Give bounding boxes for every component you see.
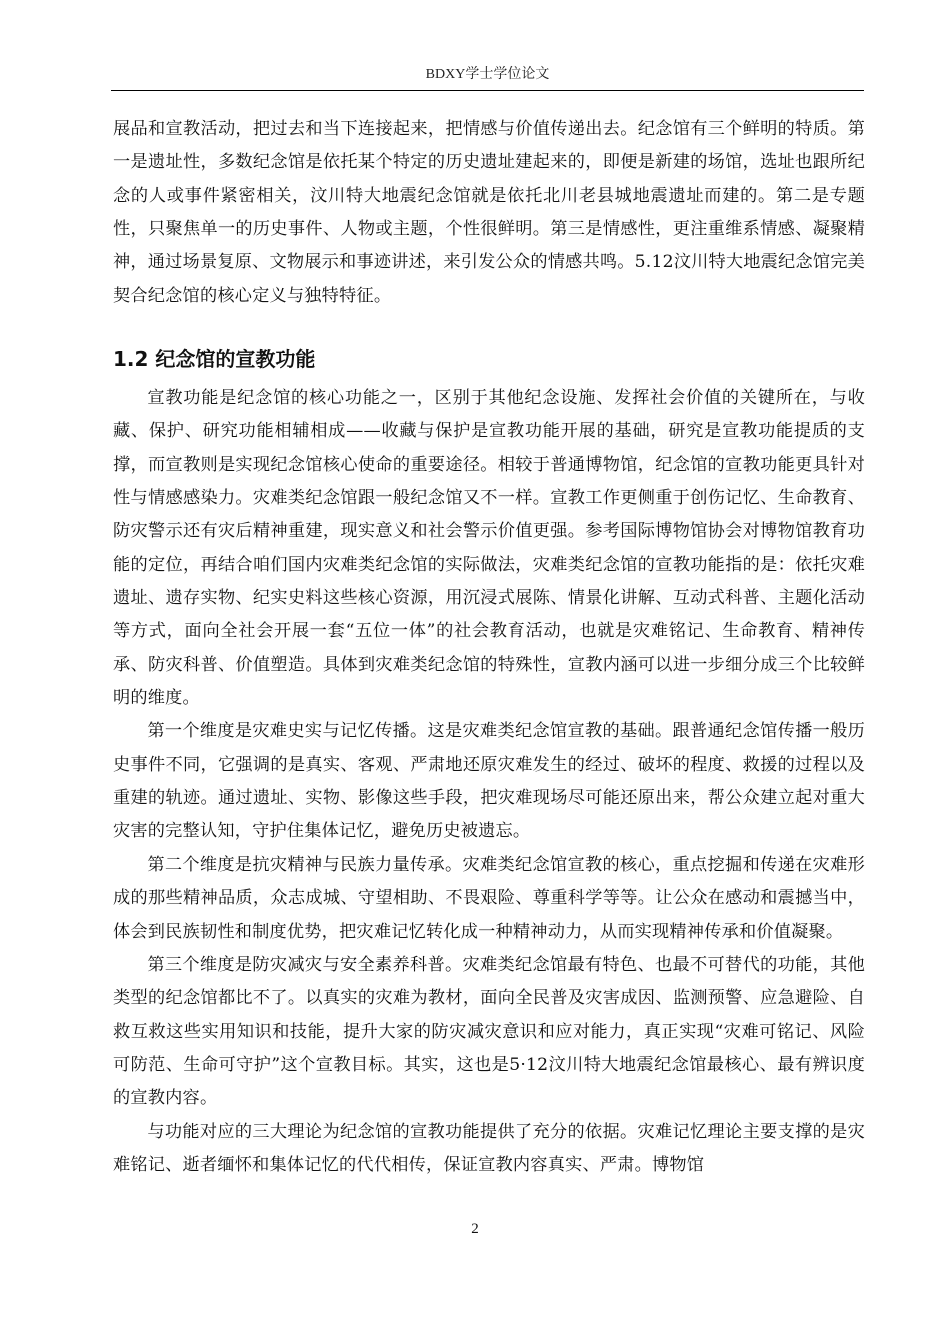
paragraph: 第三个维度是防灾减灾与安全素养科普。灾难类纪念馆最有特色、也最不可替代的功能，其他类型的纪念馆都比不了。以真实的灾难为教材，面向全民普及灾害成因、监测预警、应急避险、自救互救这些实用知识和技能，提升大家的防灾减灾意识和应对能力，真正实现“灾难可铭记、风险可防范、生命可守护”这个宣教目标。其实，这也是5·12汶川特大地震纪念馆最核心、最有辨识度的宣教内容。 xyxy=(113,954,865,1109)
paragraph: 第一个维度是灾难史实与记忆传播。这是灾难类纪念馆宣教的基础。跟普通纪念馆传播一般历史事件不同，它强调的是真实、客观、严肃地还原灾难发生的经过、破坏的程度、救援的过程以及重建的轨迹。通过遗址、实物、影像这些手段，把灾难现场尽可能还原出来，帮公众建立起对重大灾害的完整认知，守护住集体记忆，避免历史被遗忘。 xyxy=(113,721,865,842)
paragraph: 宣教功能是纪念馆的核心功能之一，区别于其他纪念设施、发挥社会价值的关键所在，与收藏、保护、研究功能相辅相成——收藏与保护是宣教功能开展的基础，研究是宣教功能提质的支撑，而宣教则是实现纪念馆核心使命的重要途径。相较于普通博物馆，纪念馆的宣教功能更具针对性与情感感染力。灾难类纪念馆跟一般纪念馆又不一样。宣教工作更侧重于创伤记忆、生命教育、防灾警示还有灾后精神重建，现实意义和社会警示价值更强。参考国际博物馆协会对博物馆教育功能的定位，再结合咱们国内灾难类纪念馆的实际做法，灾难类纪念馆的宣教功能指的是：依托灾难遗址、遗存实物、纪实史料这些核心资源，用沉浸式展陈、情景化讲解、互动式科普、主题化活动等方式，面向全社会开展一套“五位一体”的社会教育活动，也就是灾难铭记、生命教育、精神传承、防灾科普、价值塑造。具体到灾难类纪念馆的特殊性，宣教内涵可以进一步细分成三个比较鲜明的维度。 xyxy=(113,388,865,709)
section-title: 1.2 纪念馆的宣教功能 xyxy=(113,347,316,371)
header-title: BDXY学士学位论文 xyxy=(425,67,550,82)
paragraph: 展品和宣教活动，把过去和当下连接起来，把情感与价值传递出去。纪念馆有三个鲜明的特质。第一是遗址性，多数纪念馆是依托某个特定的历史遗址建起来的，即便是新建的场馆，选址也跟所纪念的人或事件紧密相关，汶川特大地震纪念馆就是依托北川老县城地震遗址而建的。第二是专题性，只聚焦单一的历史事件、人物或主题，个性很鲜明。第三是情感性，更注重维系情感、凝聚精神，通过场景复原、文物展示和事迹讲述，来引发公众的情感共鸣。5.12汶川特大地震纪念馆完美契合纪念馆的核心定义与独特特征。 xyxy=(113,119,865,306)
paragraph: 第二个维度是抗灾精神与民族力量传承。灾难类纪念馆宣教的核心，重点挖掘和传递在灾难形成的那些精神品质，众志成城、守望相助、不畏艰险、尊重科学等等。让公众在感动和震撼当中，体会到民族韧性和制度优势，把灾难记忆转化成一种精神动力，从而实现精神传承和价值凝聚。 xyxy=(113,854,865,942)
page-number: 2 xyxy=(471,1221,479,1237)
paragraph: 与功能对应的三大理论为纪念馆的宣教功能提供了充分的依据。灾难记忆理论主要支撑的是灾难铭记、逝者缅怀和集体记忆的代代相传，保证宣教内容真实、严肃。博物馆 xyxy=(113,1121,865,1175)
body-text-main xyxy=(113,382,865,1182)
body-text-top xyxy=(113,113,865,313)
page-header xyxy=(111,60,864,91)
